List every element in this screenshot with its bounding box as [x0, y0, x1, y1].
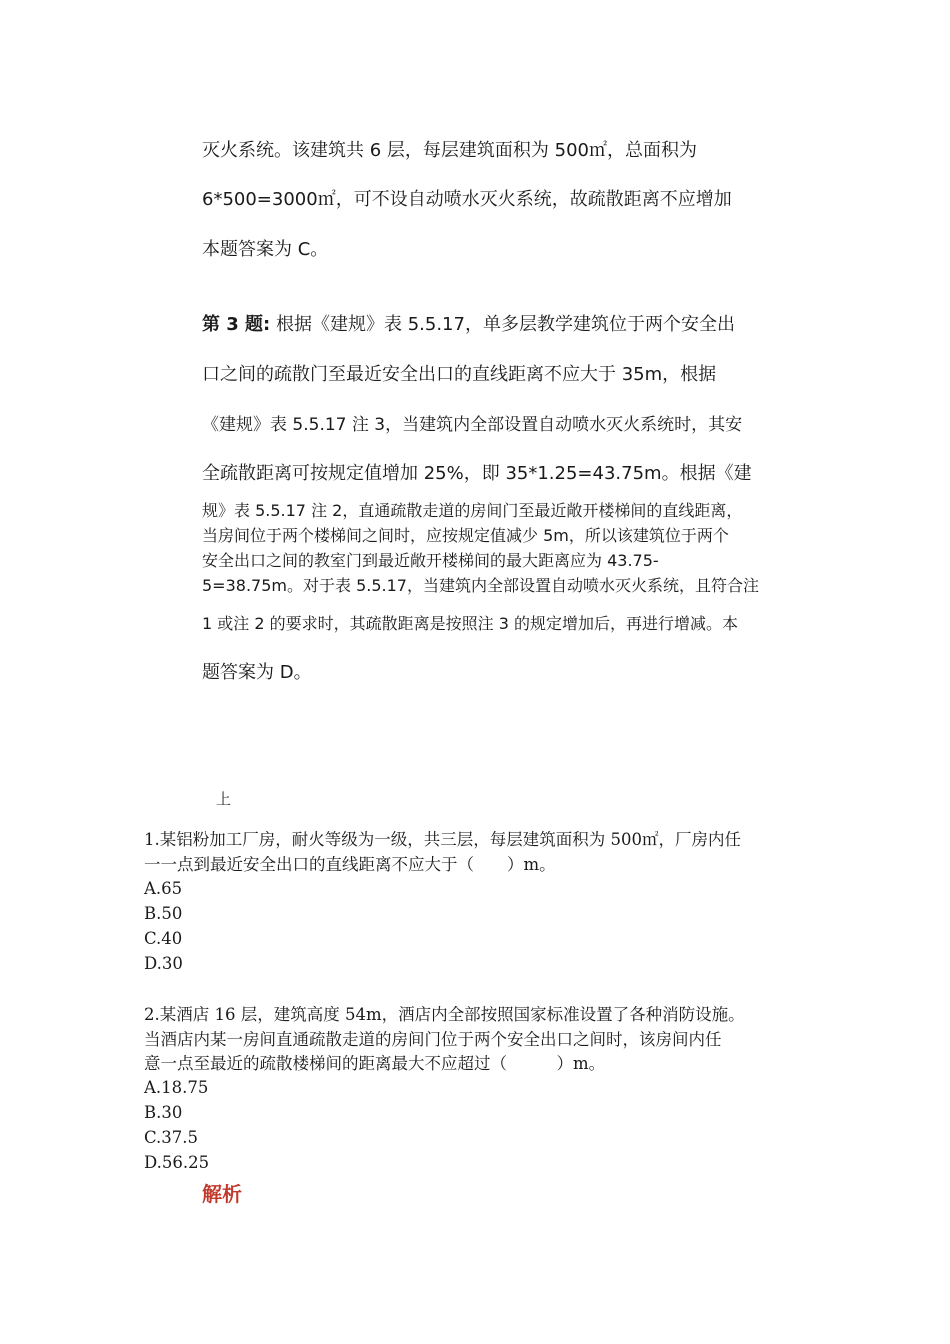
q2-option-b: B.30: [144, 1103, 183, 1122]
q3-explanation-line-1: [202, 313, 735, 337]
q3-explanation-line-2: 口之间的疏散门至最近安全出口的直线距离不应大于 35m，根据: [202, 364, 717, 385]
q2-option-c: C.37.5: [144, 1128, 199, 1147]
q3-explanation-line-9: 1 或注 2 的要求时，其疏散距离是按照注 3 的规定增加后，再进行增减。本: [202, 614, 738, 633]
q3-explanation-line-6: 当房间位于两个楼梯间之间时，应按规定值减少 5m，所以该建筑位于两个: [202, 526, 729, 545]
analysis-link[interactable]: 解析: [202, 1182, 242, 1206]
q2-stem-line-1: 2.某酒店 16 层，建筑高度 54m，酒店内全部按照国家标准设置了各种消防设施。: [144, 1005, 745, 1024]
section-marker: 上: [216, 790, 232, 808]
q3-first-line-text: 根据《建规》表 5.5.17，单多层教学建筑位于两个安全出: [270, 314, 735, 335]
explanation-line-1: 灭火系统。该建筑共 6 层，每层建筑面积为 500㎡，总面积为: [202, 140, 697, 161]
q1-option-c: C.40: [144, 929, 183, 948]
q3-explanation-line-8: 5=38.75m。对于表 5.5.17，当建筑内全部设置自动喷水灭火系统，且符合注: [202, 576, 759, 595]
explanation-line-3: 本题答案为 C。: [202, 239, 329, 260]
q1-stem-line-1: 1.某铝粉加工厂房，耐火等级为一级，共三层，每层建筑面积为 500㎡，厂房内任: [144, 830, 741, 849]
q2-option-a: A.18.75: [144, 1078, 209, 1097]
q1-stem-line-2: 一一点到最近安全出口的直线距离不应大于（ ）m。: [144, 855, 556, 874]
q2-option-d: D.56.25: [144, 1153, 210, 1172]
q1-option-d: D.30: [144, 954, 183, 973]
q3-explanation-line-5: 规》表 5.5.17 注 2，直通疏散走道的房间门至最近敞开楼梯间的直线距离，: [202, 501, 743, 520]
explanation-line-2: 6*500=3000㎡，可不设自动喷水灭火系统，故疏散距离不应增加: [202, 189, 732, 210]
q3-explanation-line-3: 《建规》表 5.5.17 注 3，当建筑内全部设置自动喷水灭火系统时，其安: [202, 415, 743, 435]
q3-explanation-line-10: 题答案为 D。: [202, 662, 312, 683]
q1-option-b: B.50: [144, 904, 183, 923]
q3-label: 第 3 题:: [202, 314, 271, 335]
q3-explanation-line-4: 全疏散距离可按规定值增加 25%，即 35*1.25=43.75m。根据《建: [202, 463, 752, 484]
q1-option-a: A.65: [144, 879, 183, 898]
q2-stem-line-3: 意一点至最近的疏散楼梯间的距离最大不应超过（ ）m。: [144, 1054, 606, 1073]
q3-explanation-line-7: 安全出口之间的教室门到最近敞开楼梯间的最大距离应为 43.75-: [202, 551, 659, 570]
q2-stem-line-2: 当酒店内某一房间直通疏散走道的房间门位于两个安全出口之间时，该房间内任: [144, 1030, 722, 1049]
